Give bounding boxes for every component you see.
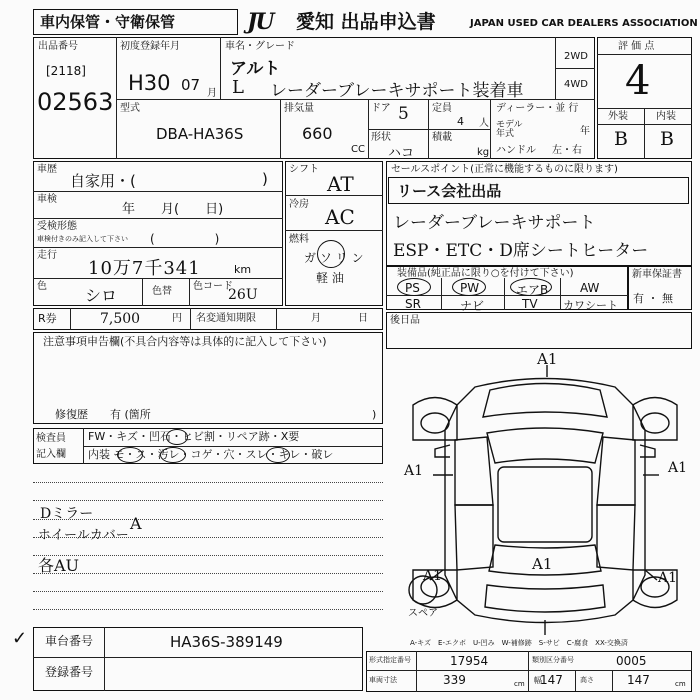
repair-history-close: ) (372, 408, 377, 421)
color-code: 26U (228, 287, 258, 303)
displacement-label: 排気量 (284, 103, 314, 114)
fitted-items-block (386, 312, 692, 349)
inspection-ymd: 年 月( 日) (122, 202, 224, 217)
spare-label: スペア (408, 608, 438, 619)
history-value: 自家用・( (70, 172, 136, 190)
receipt-paren: ( ) (150, 232, 220, 246)
vehicle-height: 147 (627, 673, 650, 687)
car-name: アルト (230, 59, 281, 79)
kg-unit: kg (477, 147, 490, 158)
first-reg-year: H30 (128, 71, 171, 95)
interior-label: 内装 (656, 111, 676, 122)
doors-label: ドア (371, 103, 391, 114)
dealer-parallel-label: ディーラー・並 行 (496, 103, 579, 114)
aircon-value: AC (325, 205, 355, 229)
sales-label: セールスポイント(正常に機能するものに限ります) (391, 164, 618, 175)
interior-line: 内装 モ・ス・汚レ・コゲ・穴・スレ・キレ・破レ (88, 448, 334, 461)
mileage-value: 10万7千341 (88, 258, 201, 279)
model-code: DBA-HA36S (156, 125, 244, 143)
capacity-label: 定員 (432, 103, 452, 114)
pw-circle (452, 278, 486, 296)
km-unit: km (234, 263, 252, 276)
shift-label: シフト (289, 164, 319, 175)
history-label: 車歴 (37, 164, 57, 175)
capacity: 4 (457, 115, 464, 128)
r-ticket-value: 7,500 (100, 311, 141, 327)
association-name: JAPAN USED CAR DEALERS ASSOCIATION (470, 18, 698, 29)
note-hand-2: ホイールカバー (38, 528, 129, 543)
ju-logo-text: JU (247, 9, 273, 35)
fuel-diesel: 軽 油 (316, 271, 344, 285)
sales-line-2: ESP・ETC・D席シートヒーター (393, 241, 649, 261)
interior-mark-circle-2 (160, 447, 186, 463)
listing-number: 02563 (37, 88, 114, 116)
model-year-label: モデル 年式 (496, 120, 523, 139)
inspector-label: 検査員 (36, 433, 66, 444)
category: 0005 (616, 654, 647, 668)
equip-sr: SR (405, 297, 421, 311)
drive-4wd: 4WD (564, 79, 588, 90)
color-code-label: 色コード (193, 281, 233, 292)
fitted-items-label: 後日品 (390, 315, 420, 326)
equip-navi: ナビ (460, 299, 485, 313)
car-name-grade-label: 車名・グレード (225, 41, 295, 52)
interior-mark-circle-1 (117, 447, 143, 463)
model-label: 型式 (120, 103, 140, 114)
chassis-label: 車台番号 (45, 634, 94, 648)
yen-unit: 円 (172, 313, 182, 324)
warranty-label: 新車保証書 (632, 269, 682, 280)
storage-label: 車内保管・守衛保管 (40, 13, 176, 31)
shape: ハコ (388, 146, 415, 161)
notes-label: 注意事項申告欄(不具合内容等は具体的に記入して下さい) (43, 335, 327, 348)
type-designation: 17954 (450, 654, 489, 668)
repair-history-label: 修復歴 有 (箇所 (55, 408, 151, 421)
damage-mark-front: A1 (537, 350, 558, 368)
drive-2wd: 2WD (564, 51, 588, 62)
cc-unit: CC (351, 144, 365, 155)
airbag-circle (510, 278, 552, 296)
category-label: 類別区分番号 (532, 656, 574, 664)
car-grade-note: レーダーブレーキサポート装着車 (270, 81, 524, 101)
receipt-note: 車検付きのみ記入して下さい (37, 235, 128, 243)
equip-leather: カワシート (563, 299, 618, 312)
damage-mark-left: A1 (404, 463, 424, 479)
capacity-unit: 人 (479, 118, 489, 129)
displacement: 660 (302, 124, 333, 143)
rating-label: 評 価 点 (618, 41, 655, 52)
record-label: 記入欄 (36, 449, 66, 460)
history-close: ) (262, 170, 268, 188)
car-damage-diagram (395, 345, 695, 645)
damage-mark-rear-left: A1 (423, 568, 443, 584)
vehicle-length-label: 車両寸法 (369, 676, 397, 684)
form-title: 愛知 出品申込書 (296, 11, 436, 33)
car-grade: L (232, 77, 244, 98)
first-reg-label: 初度登録年月 (120, 41, 180, 52)
damage-mark-right: A1 (668, 460, 688, 476)
sales-line-1: レーダーブレーキサポート (393, 213, 596, 233)
r-ticket-label: R券 (38, 312, 57, 325)
exterior-grade: B (614, 128, 628, 150)
notice-deadline-label: 名変通知期限 (196, 313, 256, 324)
notice-day: 日 (358, 313, 368, 324)
checkmark: ✓ (12, 628, 28, 649)
registration-label: 登録番号 (45, 665, 94, 679)
chassis-number: HA36S-389149 (170, 633, 283, 651)
inspection-label: 車検 (37, 194, 57, 205)
listing-bracket-number: [2118] (46, 64, 86, 78)
aircon-label: 冷房 (289, 199, 309, 210)
notice-month: 月 (311, 313, 321, 324)
lease-text: リース会社出品 (397, 182, 502, 200)
shape-label: 形状 (371, 132, 391, 143)
cm-unit-2: cm (675, 680, 686, 688)
damage-mark-rear-right: A1 (658, 570, 678, 586)
equip-airbag: エアB (516, 283, 549, 297)
note-hand-2-grade: A (130, 514, 142, 533)
dent-stone-circle (166, 429, 188, 445)
note-hand-1: Dミラー (40, 506, 94, 522)
color-label: 色 (37, 281, 47, 292)
mileage-label: 走行 (37, 250, 57, 261)
equip-aw: AW (580, 281, 600, 295)
fuel-selected-circle (317, 240, 345, 268)
receipt-label: 受検形態 (37, 221, 77, 232)
color-change-label: 色替 (152, 286, 172, 297)
note-hand-3: 各AU (38, 556, 80, 575)
ju-logo (247, 9, 297, 35)
load-label: 積載 (432, 132, 452, 143)
exterior-label: 外装 (608, 111, 628, 122)
first-reg-month: 07 (181, 76, 201, 94)
fw-line: FW・キズ・凹石・ヒビ割・リペア跡・X要 (88, 430, 300, 443)
fuel-gasoline: ガ ソ リ ン (304, 251, 364, 265)
damage-legend: A-キズ E-エクボ U-凹み W-補修跡 S-サビ C-腐食 XX-交換済 (410, 639, 628, 647)
equipment-label: 装備品(純正品に限り○を付けて下さい) (397, 268, 574, 279)
damage-mark-rear: A1 (532, 555, 553, 573)
interior-grade: B (660, 128, 674, 150)
cm-unit-1: cm (514, 680, 525, 688)
rating-value: 4 (625, 58, 651, 104)
handle-label: ハンドル (496, 145, 536, 156)
ps-circle (397, 278, 431, 296)
vehicle-width-label: 幅 (534, 676, 542, 685)
type-designation-label: 形式指定番号 (369, 656, 411, 664)
listing-number-label: 出品番号 (38, 41, 78, 52)
vehicle-height-label: 高さ (580, 676, 594, 684)
handle-options: 左・右 (552, 145, 582, 156)
doors: 5 (398, 104, 409, 124)
warranty-value: 有 ・ 無 (633, 292, 673, 305)
first-reg-month-suffix: 月 (207, 88, 217, 99)
equip-pw: PW (460, 281, 480, 295)
interior-mark-circle-3 (266, 447, 290, 463)
equip-ps: PS (405, 281, 420, 295)
vehicle-width: 147 (540, 673, 563, 687)
fuel-label: 燃料 (289, 234, 309, 245)
equip-tv: TV (522, 297, 538, 311)
color-value: シロ (85, 286, 118, 305)
shift-value: AT (327, 172, 354, 196)
vehicle-length: 339 (443, 673, 466, 687)
model-year-unit: 年 (580, 126, 590, 137)
